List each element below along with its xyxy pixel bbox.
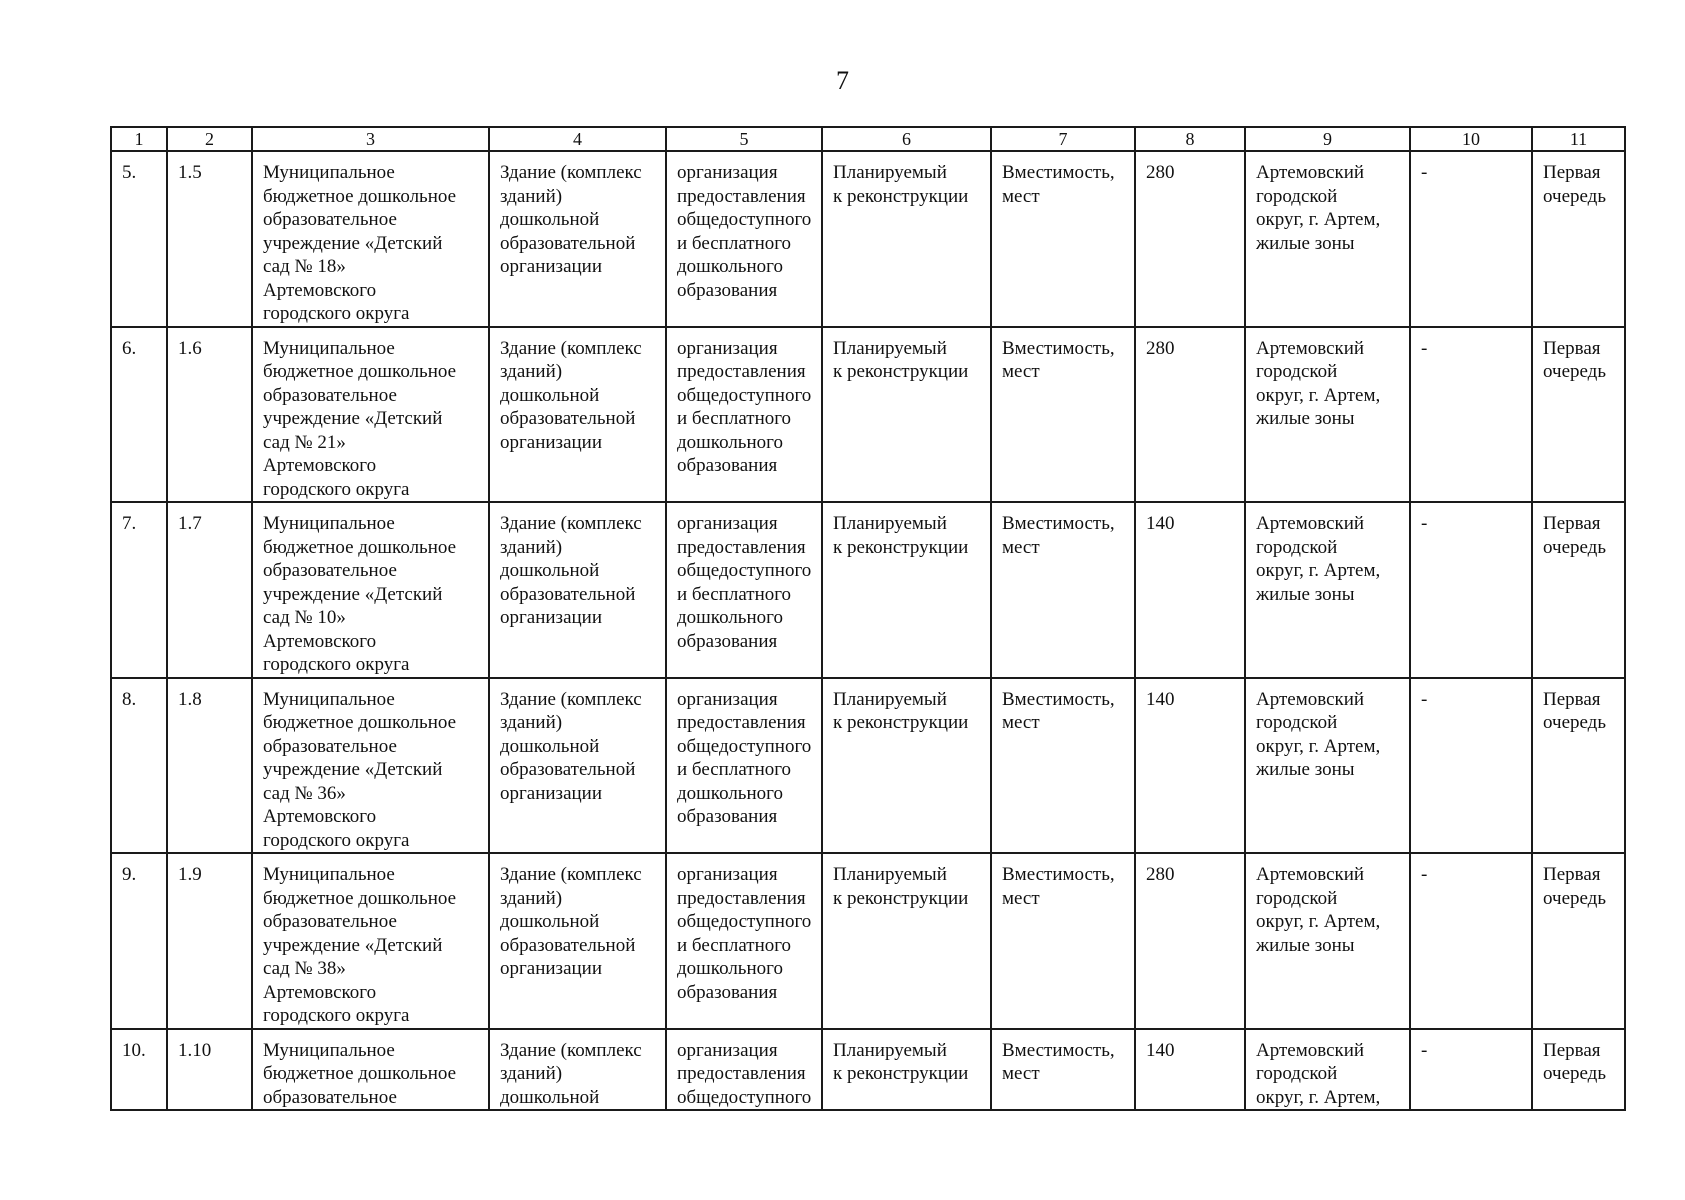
location-cell: Артемовский городской округ, г. Артем, жилые зоны (1245, 151, 1410, 327)
row-number-cell: 7. (111, 502, 167, 678)
value-cell: 280 (1135, 327, 1245, 503)
purpose-cell: организация предоставления общедоступного (666, 1029, 822, 1111)
object-type-cell: Здание (комплекс зданий) дошкольной (489, 1029, 666, 1111)
row-number-cell: 6. (111, 327, 167, 503)
location-cell: Артемовский городской округ, г. Артем, (1245, 1029, 1410, 1111)
zone-cell: - (1410, 151, 1532, 327)
object-type-cell: Здание (комплекс зданий) дошкольной образовательной организации (489, 853, 666, 1029)
purpose-cell: организация предоставления общедоступного и бесплатного дошкольного образования (666, 678, 822, 854)
column-number: 4 (489, 127, 666, 151)
object-type-cell: Здание (комплекс зданий) дошкольной образовательной организации (489, 327, 666, 503)
value-cell: 140 (1135, 1029, 1245, 1111)
column-number: 5 (666, 127, 822, 151)
object-name-cell: Муниципальное бюджетное дошкольное образовательное учреждение «Детский сад № 38» Артемовского городского округа (252, 853, 489, 1029)
zone-cell: - (1410, 502, 1532, 678)
status-cell: Планируемый к реконструкции (822, 678, 991, 854)
table-row (111, 327, 1625, 503)
column-number: 2 (167, 127, 252, 151)
page-number: 7 (836, 66, 849, 95)
purpose-cell: организация предоставления общедоступного и бесплатного дошкольного образования (666, 853, 822, 1029)
table-row (111, 502, 1625, 678)
table-row (111, 151, 1625, 327)
purpose-cell: организация предоставления общедоступного и бесплатного дошкольного образования (666, 327, 822, 503)
object-name-cell: Муниципальное бюджетное дошкольное образовательное учреждение «Детский сад № 18» Артемовского городского округа (252, 151, 489, 327)
row-number-cell: 8. (111, 678, 167, 854)
value-cell: 140 (1135, 502, 1245, 678)
object-name-cell: Муниципальное бюджетное дошкольное образовательное учреждение «Детский сад № 36» Артемовского городского округа (252, 678, 489, 854)
row-code-cell: 1.8 (167, 678, 252, 854)
value-cell: 280 (1135, 853, 1245, 1029)
zone-cell: - (1410, 327, 1532, 503)
characteristic-cell: Вместимость, мест (991, 502, 1135, 678)
column-number: 10 (1410, 127, 1532, 151)
value-cell: 280 (1135, 151, 1245, 327)
table-row (111, 1029, 1625, 1111)
column-number: 11 (1532, 127, 1625, 151)
column-number: 1 (111, 127, 167, 151)
characteristic-cell: Вместимость, мест (991, 327, 1135, 503)
object-name-cell: Муниципальное бюджетное дошкольное образовательное (252, 1029, 489, 1111)
characteristic-cell: Вместимость, мест (991, 1029, 1135, 1111)
row-number-cell: 10. (111, 1029, 167, 1111)
value-cell: 140 (1135, 678, 1245, 854)
table-row (111, 678, 1625, 854)
purpose-cell: организация предоставления общедоступного и бесплатного дошкольного образования (666, 502, 822, 678)
column-number: 6 (822, 127, 991, 151)
characteristic-cell: Вместимость, мест (991, 853, 1135, 1029)
stage-cell: Первая очередь (1532, 853, 1625, 1029)
stage-cell: Первая очередь (1532, 327, 1625, 503)
object-name-cell: Муниципальное бюджетное дошкольное образовательное учреждение «Детский сад № 21» Артемовского городского округа (252, 327, 489, 503)
object-type-cell: Здание (комплекс зданий) дошкольной образовательной организации (489, 502, 666, 678)
column-number: 8 (1135, 127, 1245, 151)
column-number: 3 (252, 127, 489, 151)
characteristic-cell: Вместимость, мест (991, 151, 1135, 327)
stage-cell: Первая очередь (1532, 151, 1625, 327)
row-number-cell: 5. (111, 151, 167, 327)
status-cell: Планируемый к реконструкции (822, 502, 991, 678)
row-number-cell: 9. (111, 853, 167, 1029)
location-cell: Артемовский городской округ, г. Артем, жилые зоны (1245, 853, 1410, 1029)
characteristic-cell: Вместимость, мест (991, 678, 1135, 854)
planned-objects-table (110, 126, 1626, 1111)
purpose-cell: организация предоставления общедоступного и бесплатного дошкольного образования (666, 151, 822, 327)
column-number: 9 (1245, 127, 1410, 151)
object-type-cell: Здание (комплекс зданий) дошкольной образовательной организации (489, 151, 666, 327)
object-name-cell: Муниципальное бюджетное дошкольное образовательное учреждение «Детский сад № 10» Артемовского городского округа (252, 502, 489, 678)
location-cell: Артемовский городской округ, г. Артем, жилые зоны (1245, 678, 1410, 854)
column-number: 7 (991, 127, 1135, 151)
zone-cell: - (1410, 678, 1532, 854)
table-row (111, 853, 1625, 1029)
status-cell: Планируемый к реконструкции (822, 1029, 991, 1111)
row-code-cell: 1.9 (167, 853, 252, 1029)
stage-cell: Первая очередь (1532, 1029, 1625, 1111)
status-cell: Планируемый к реконструкции (822, 853, 991, 1029)
status-cell: Планируемый к реконструкции (822, 327, 991, 503)
location-cell: Артемовский городской округ, г. Артем, жилые зоны (1245, 502, 1410, 678)
row-code-cell: 1.7 (167, 502, 252, 678)
zone-cell: - (1410, 1029, 1532, 1111)
row-code-cell: 1.5 (167, 151, 252, 327)
zone-cell: - (1410, 853, 1532, 1029)
location-cell: Артемовский городской округ, г. Артем, жилые зоны (1245, 327, 1410, 503)
status-cell: Планируемый к реконструкции (822, 151, 991, 327)
row-code-cell: 1.6 (167, 327, 252, 503)
row-code-cell: 1.10 (167, 1029, 252, 1111)
stage-cell: Первая очередь (1532, 678, 1625, 854)
stage-cell: Первая очередь (1532, 502, 1625, 678)
column-number-row (111, 127, 1625, 151)
object-type-cell: Здание (комплекс зданий) дошкольной образовательной организации (489, 678, 666, 854)
